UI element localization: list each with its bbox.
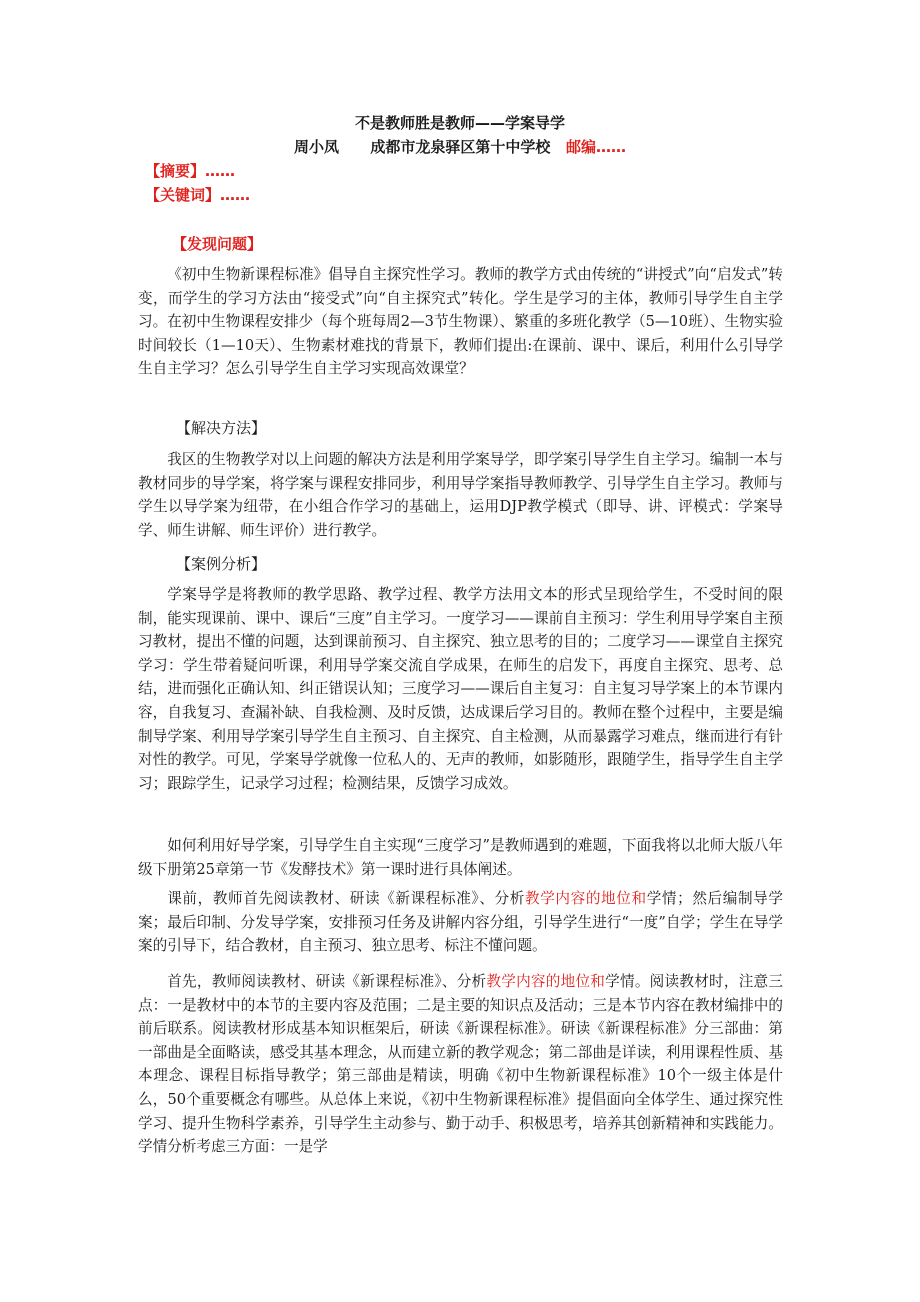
first-text-highlight: 教学内容的地位和 [486, 973, 606, 990]
before-text-b: 学情；然后编制导学案；最后印制、分发导学案，安排预习任务及讲解内容分组，引导学生进行“一度”自学；学生在导学案的引导下，结合教材，自主预习、独立思考、标注不懂问题。 [138, 890, 783, 955]
discover-heading: 【发现问题】 [172, 235, 263, 253]
how-paragraph: 如何利用好导学案，引导学生自主实现“三度学习”是教师遇到的难题，下面我将以北师大版八年级下册第25章第一节《发酵技术》第一课时进行具体阐述。 [138, 837, 783, 878]
first-step-paragraph [138, 970, 783, 1165]
case-heading: 【案例分析】 [176, 555, 267, 573]
solve-heading: 【解决方法】 [176, 419, 267, 437]
postcode-label: 邮编…… [566, 138, 627, 156]
case-paragraph: 学案导学是将教师的教学思路、教学过程、教学方法用文本的形式呈现给学生，不受时间的限制，能实现课前、课中、课后“三度”自主学习。一度学习——课前自主预习：学生利用导学案自主预习教材，提出不懂的问题，达到课前预习、自主探究、独立思考的目的；二度学习——课堂自主探究学习：学生带着疑问听课，利用导学案交流自学成果，在师生的启发下，再度自主探究、思考、总结，进而强化正确认知、纠正错误认知；三度学习——课后自主复习：自主复习导学案上的本节课内容，自我复习、查漏补缺、自我检测、及时反馈，达成课后学习目的。教师在整个过程中，主要是编制导学案、利用导学案引导学生自主预习、自主探究、自主检测，从而暴露学习难点，继而进行有针对性的教学。可见，学案导学就像一位私人的、无声的教师，如影随形，跟随学生，指导学生自主学习；跟踪学生，记录学习过程；检测结果，反馈学习成效。 [138, 586, 783, 792]
abstract-label: 【摘要】…… [145, 162, 236, 180]
document-title: 不是教师胜是教师——学案导学 [354, 114, 565, 132]
before-text-a: 课前，教师首先阅读教材、研读《新课程标准》、分析 [167, 890, 525, 907]
discover-paragraph: 《初中生物新课程标准》倡导自主探究性学习。教师的教学方式由传统的“讲授式”向“启发式”转变，而学生的学习方法由“接受式”向“自主探究式”转化。学生是学习的主体，教师引导学生自主学习。在初中生物课程安排少（每个班每周2—3节生物课）、繁重的多班化教学（5—10班）、生物实验时间较长（1—10天）、生物素材难找的背景下，教师们提出:在课前、课中、课后，利用什么引导学生自主学习？怎么引导学生自主学习实现高效课堂？ [138, 266, 783, 378]
first-text-a: 首先，教师阅读教材、研读《新课程标准》、分析 [167, 973, 487, 990]
keywords-label: 【关键词】…… [145, 186, 251, 204]
first-text-b: 学情。阅读教材时，注意三点：一是教材中的本节的主要内容及范围；二是主要的知识点及活动；三是本节内容在教材编排中的前后联系。阅读教材形成基本知识框架后，研读《新课程标准》。研读《新课程标准》分三部曲：第一部曲是全面略读，感受其基本理念，从而建立新的教学观念；第二部曲是详读，利用课程性质、基本理念、课程目标指导教学；第三部曲是精读，明确《初中生物新课程标准》10个一级主体是什么，50个重要概念有哪些。从总体上来说，《初中生物新课程标准》提倡面向全体学生、通过探究性学习、提升生物科学素养，引导学生主动参与、勤于动手、积极思考，培养其创新精神和实践能力。学情分析考虑三方面：一是学 [138, 973, 783, 1156]
school-name: 成都市龙泉驿区第十中学校 [370, 138, 551, 156]
before-class-paragraph [138, 887, 783, 961]
author-line [0, 136, 920, 158]
solve-paragraph: 我区的生物教学对以上问题的解决方法是利用学案导学，即学案引导学生自主学习。编制一本与教材同步的导学案，将学案与课程安排同步，利用导学案指导教师教学、引导学生自主学习。教师与学生以导学案为纽带，在小组合作学习的基础上，运用DJP教学模式（即导、讲、评模式：学案导学、师生讲解、师生评价）进行教学。 [138, 451, 783, 539]
before-text-highlight: 教学内容的地位和 [524, 890, 647, 907]
author-name: 周小凤 [293, 138, 339, 156]
